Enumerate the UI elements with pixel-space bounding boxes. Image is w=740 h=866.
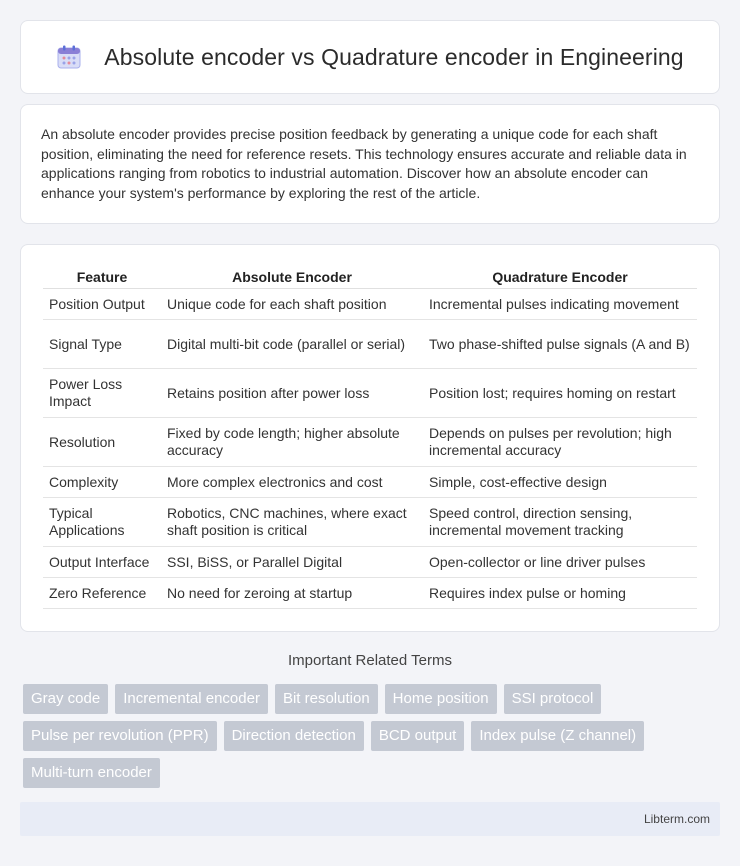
header-quadrature: Quadrature Encoder [423, 265, 697, 289]
term-tag[interactable]: Incremental encoder [115, 684, 268, 714]
term-tag[interactable]: Home position [385, 684, 497, 714]
quadrature-cell: Requires index pulse or homing [423, 578, 697, 609]
header-feature: Feature [43, 265, 161, 289]
feature-cell: Complexity [43, 467, 161, 498]
table-row [43, 498, 697, 547]
footer-site-link[interactable]: Libterm.com [643, 812, 710, 826]
footer [20, 802, 720, 836]
table-row [43, 547, 697, 578]
related-terms-title: Important Related Terms [288, 652, 452, 669]
term-tag[interactable]: Pulse per revolution (PPR) [23, 721, 217, 751]
term-tag[interactable]: SSI protocol [504, 684, 602, 714]
feature-cell: Resolution [43, 418, 161, 467]
term-tag[interactable]: Bit resolution [275, 684, 378, 714]
table-row [43, 320, 697, 369]
term-tag[interactable]: Index pulse (Z channel) [471, 721, 644, 751]
quadrature-cell: Position lost; requires homing on restart [423, 369, 697, 418]
table-row [43, 467, 697, 498]
absolute-cell: Unique code for each shaft position [161, 289, 423, 320]
term-tag[interactable]: Multi-turn encoder [23, 758, 160, 788]
absolute-cell: Robotics, CNC machines, where exact shaft position is critical [161, 498, 423, 547]
comparison-table-card [20, 244, 720, 632]
quadrature-cell: Speed control, direction sensing, incremental movement tracking [423, 498, 697, 547]
intro-text: An absolute encoder provides precise position feedback by generating a unique code for each shaft position, eliminating the need for reference resets. This technology ensures accurate and reliable data in applications ranging from robotics to industrial automation. Discover how an absolute encoder can enhance your system's performance by exploring the rest of the article. [41, 126, 687, 201]
quadrature-cell: Depends on pulses per revolution; high incremental accuracy [423, 418, 697, 467]
term-tag[interactable]: BCD output [371, 721, 465, 751]
absolute-cell: Retains position after power loss [161, 369, 423, 418]
header-card [20, 20, 720, 94]
quadrature-cell: Simple, cost-effective design [423, 467, 697, 498]
absolute-cell: SSI, BiSS, or Parallel Digital [161, 547, 423, 578]
feature-cell: Signal Type [43, 320, 161, 369]
intro-card [20, 104, 720, 224]
table-header-row [43, 265, 697, 289]
table-row [43, 578, 697, 609]
absolute-cell: More complex electronics and cost [161, 467, 423, 498]
related-terms-list [23, 684, 723, 788]
table-row [43, 418, 697, 467]
quadrature-cell: Two phase-shifted pulse signals (A and B) [423, 320, 697, 369]
feature-cell: Position Output [43, 289, 161, 320]
calendar-icon [56, 44, 82, 70]
quadrature-cell: Incremental pulses indicating movement [423, 289, 697, 320]
page-title: Absolute encoder vs Quadrature encoder in Engineering [104, 43, 684, 70]
feature-cell: Output Interface [43, 547, 161, 578]
feature-cell: Typical Applications [43, 498, 161, 547]
header-absolute: Absolute Encoder [161, 265, 423, 289]
quadrature-cell: Open-collector or line driver pulses [423, 547, 697, 578]
term-tag[interactable]: Direction detection [224, 721, 364, 751]
absolute-cell: Digital multi-bit code (parallel or serial) [161, 320, 423, 369]
comparison-table [43, 265, 697, 609]
feature-cell: Power Loss Impact [43, 369, 161, 418]
feature-cell: Zero Reference [43, 578, 161, 609]
table-row [43, 369, 697, 418]
absolute-cell: No need for zeroing at startup [161, 578, 423, 609]
table-row [43, 289, 697, 320]
term-tag[interactable]: Gray code [23, 684, 108, 714]
absolute-cell: Fixed by code length; higher absolute accuracy [161, 418, 423, 467]
